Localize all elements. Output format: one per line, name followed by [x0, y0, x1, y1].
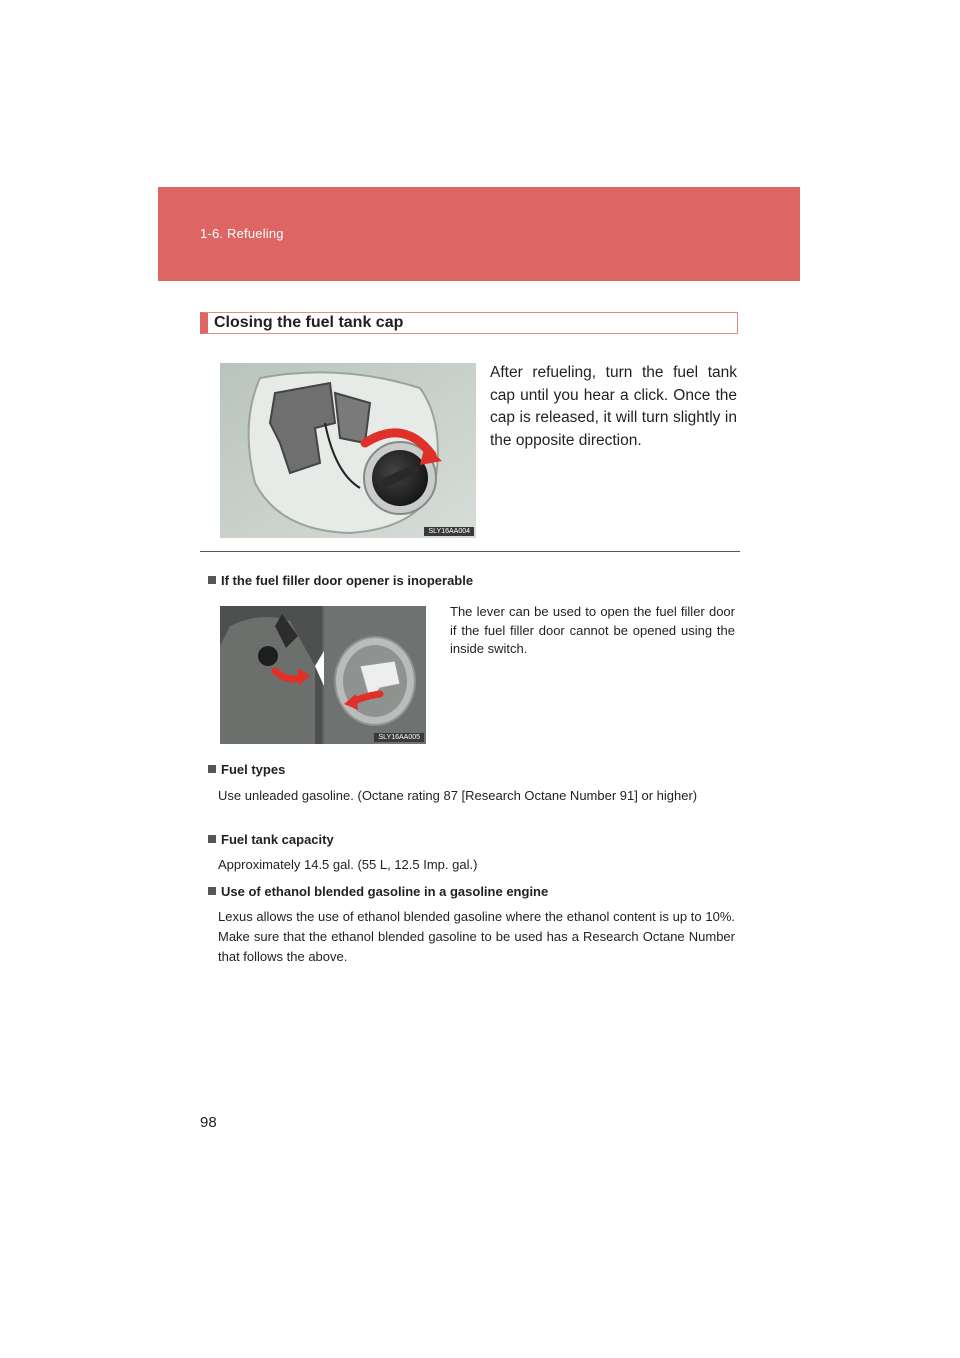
image-code: SLY16AA004	[424, 527, 474, 536]
section-body: After refueling, turn the fuel tank cap until you hear a click. Once the cap is released, it will turn slightly in the opposite direction.	[490, 364, 737, 449]
section-title: Closing the fuel tank cap	[214, 314, 404, 331]
note-heading: If the fuel filler door opener is inoperable	[208, 573, 473, 588]
note-body: Approximately 14.5 gal. (55 L, 12.5 Imp. gal.)	[218, 857, 478, 872]
fuel-cap-photo	[220, 363, 476, 538]
note-body: Lexus allows the use of ethanol blended gasoline where the ethanol content is up to 10%. Make sure that the ethanol blended gasoline to be used has a Research Octane Number that follows the above.	[218, 909, 735, 964]
bullet-square-icon	[208, 576, 216, 584]
bullet-square-icon	[208, 765, 216, 773]
note-heading: Use of ethanol blended gasoline in a gasoline engine	[208, 884, 548, 899]
image-code: SLY16AA005	[374, 733, 424, 742]
section-breadcrumb: 1-6. Refueling	[200, 226, 284, 241]
note-body: Use unleaded gasoline. (Octane rating 87 [Research Octane Number 91] or higher)	[218, 788, 698, 803]
divider	[200, 551, 740, 552]
page-number: 98	[200, 1114, 217, 1131]
note-body: The lever can be used to open the fuel filler door if the fuel filler door cannot be opened using the inside switch.	[450, 604, 735, 656]
bullet-square-icon	[208, 835, 216, 843]
note-heading: Fuel tank capacity	[208, 832, 334, 847]
note-heading: Fuel types	[208, 762, 285, 777]
lever-photo	[220, 606, 426, 744]
bullet-square-icon	[208, 887, 216, 895]
